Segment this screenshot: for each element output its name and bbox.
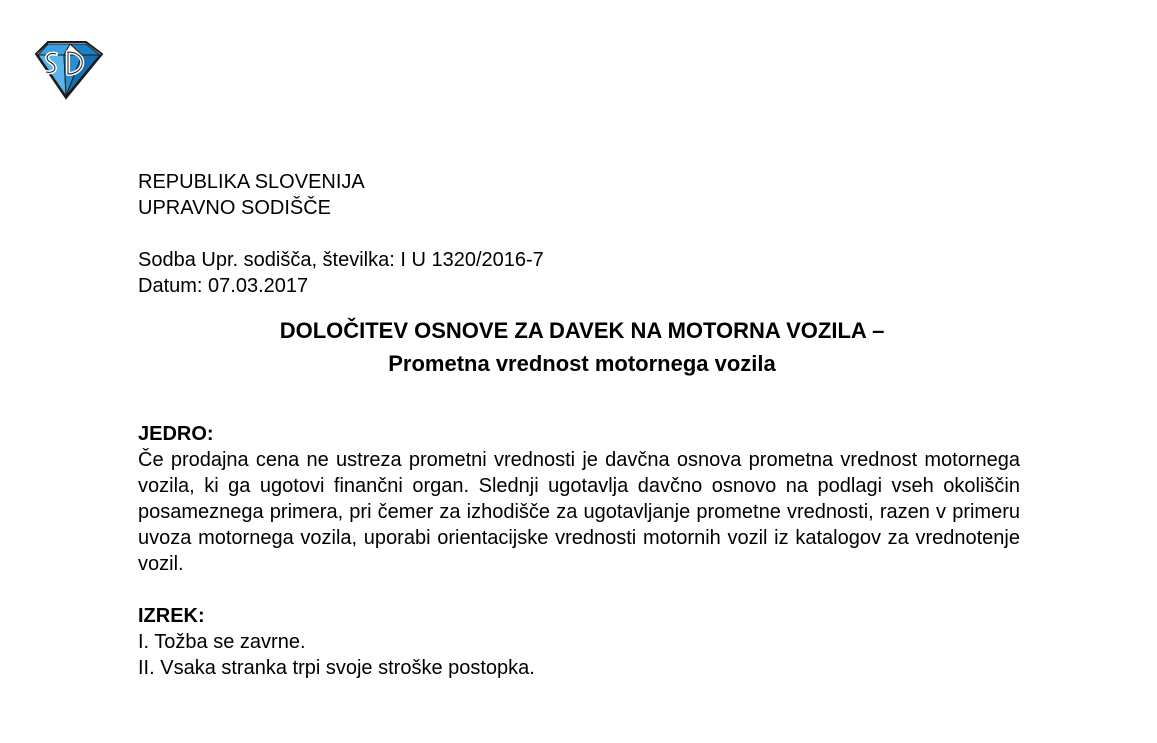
title-line-2: Prometna vrednost motornega vozila bbox=[388, 351, 776, 376]
header-republic: REPUBLIKA SLOVENIJA bbox=[138, 171, 365, 193]
izrek-item-1: I. Tožba se zavrne. bbox=[138, 631, 306, 653]
jedro-heading: JEDRO: bbox=[138, 423, 214, 445]
izrek-item-2: II. Vsaka stranka trpi svoje stroške postopka. bbox=[138, 657, 535, 679]
decision-date: Datum: 07.03.2017 bbox=[138, 275, 309, 297]
document-body bbox=[138, 169, 1020, 681]
jedro-text: Če prodajna cena ne ustreza prometni vrednosti je davčna osnova prometna vrednost motornega vozila, ki ga ugotovi finančni organ. Slednji ugotavlja davčno osnovo na podlagi vseh okoliščin posameznega primera, pri čemer za izhodišče za ugotavljanje prometne vrednosti, razen v primeru uvoza motornega vozila, uporabi orientacijske vrednosti motornih vozil iz katalogov za vrednotenje vozil. bbox=[138, 449, 1020, 575]
case-number: Sodba Upr. sodišča, številka: I U 1320/2016-7 bbox=[138, 249, 544, 271]
sd-diamond-logo-icon bbox=[30, 40, 106, 100]
header-court: UPRAVNO SODIŠČE bbox=[138, 197, 331, 219]
title-line-1: DOLOČITEV OSNOVE ZA DAVEK NA MOTORNA VOZILA – bbox=[279, 318, 885, 343]
document-title bbox=[138, 314, 1026, 380]
izrek-heading: IZREK: bbox=[138, 605, 205, 627]
